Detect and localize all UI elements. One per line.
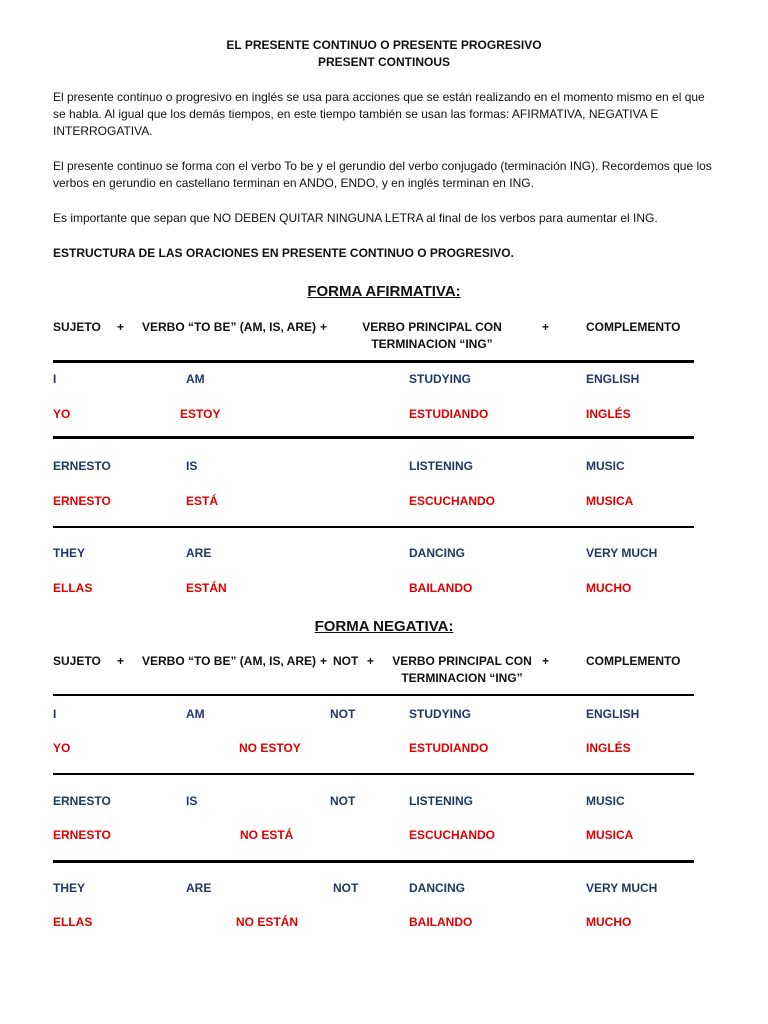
row-verb-english: ARE bbox=[186, 881, 212, 895]
intro-paragraph: El presente continuo o progresivo en inglés se usa para acciones que se están realizando en el momento mismo en el que se habla. Al igual que los demás tiempos, en este tiempo también se usan las formas: AFIRMATIVA, NEGATIVA E INTERROGATIVA. bbox=[53, 90, 705, 138]
table-divider bbox=[53, 694, 694, 696]
row-complement-spanish: INGLÉS bbox=[586, 407, 631, 421]
row-complement-spanish: INGLÉS bbox=[586, 741, 631, 755]
table-divider bbox=[53, 860, 694, 863]
important-note-paragraph: Es importante que sepan que NO DEBEN QUITAR NINGUNA LETRA al final de los verbos para aumentar el ING. bbox=[53, 211, 658, 225]
row-main-verb-english: DANCING bbox=[409, 546, 465, 560]
table-divider bbox=[53, 526, 694, 528]
header-plus: + bbox=[542, 654, 550, 668]
header-main-verb: VERBO PRINCIPAL CON bbox=[392, 654, 532, 668]
table-divider bbox=[53, 436, 694, 439]
row-main-verb-spanish: ESTUDIANDO bbox=[409, 407, 489, 421]
row-main-verb-english: DANCING bbox=[409, 881, 465, 895]
structure-paragraph: ESTRUCTURA DE LAS ORACIONES EN PRESENTE CONTINUO O PROGRESIVO. bbox=[53, 246, 514, 260]
row-not-english: NOT bbox=[330, 794, 356, 808]
header-main-verb: VERBO PRINCIPAL CON bbox=[362, 320, 502, 334]
header-verb-to-be: VERBO “TO BE” (AM, IS, ARE) bbox=[142, 320, 317, 334]
row-verb-english: ARE bbox=[186, 546, 212, 560]
row-verb-spanish: NO ESTOY bbox=[239, 741, 301, 755]
row-main-verb-english: STUDYING bbox=[409, 707, 472, 721]
formation-paragraph: El presente continuo se forma con el verbo To be y el gerundio del verbo conjugado (terminación ING). Recordemos que los verbos en gerundio en castellano terminan en ANDO, ENDO, y en inglés terminan en ING. bbox=[53, 159, 712, 190]
header-plus: + bbox=[542, 320, 550, 334]
row-complement-english: VERY MUCH bbox=[586, 546, 658, 560]
row-subject-spanish: ERNESTO bbox=[53, 494, 111, 508]
header-plus: + bbox=[320, 654, 328, 668]
header-complement: COMPLEMENTO bbox=[586, 320, 681, 334]
document-title: EL PRESENTE CONTINUO O PRESENTE PROGRESIVO bbox=[226, 38, 542, 52]
row-complement-spanish: MUCHO bbox=[586, 915, 632, 929]
row-main-verb-spanish: ESTUDIANDO bbox=[409, 741, 489, 755]
row-subject-english: I bbox=[53, 707, 57, 721]
row-verb-spanish: ESTÁ bbox=[186, 494, 219, 508]
row-verb-spanish: ESTOY bbox=[180, 407, 221, 421]
negative-heading: FORMA NEGATIVA: bbox=[314, 618, 454, 635]
row-main-verb-spanish: ESCUCHANDO bbox=[409, 828, 496, 842]
header-not: NOT bbox=[333, 654, 359, 668]
row-verb-english: IS bbox=[186, 459, 198, 473]
row-not-english: NOT bbox=[333, 881, 359, 895]
header-complement: COMPLEMENTO bbox=[586, 654, 681, 668]
row-subject-spanish: ELLAS bbox=[53, 915, 93, 929]
row-verb-spanish: NO ESTÁN bbox=[236, 915, 299, 929]
row-main-verb-english: LISTENING bbox=[409, 459, 474, 473]
row-verb-english: IS bbox=[186, 794, 198, 808]
row-main-verb-spanish: BAILANDO bbox=[409, 581, 473, 595]
row-subject-spanish: YO bbox=[53, 407, 71, 421]
document-subtitle: PRESENT CONTINOUS bbox=[317, 55, 450, 69]
header-plus: + bbox=[117, 320, 125, 334]
row-subject-spanish: ERNESTO bbox=[53, 828, 111, 842]
header-plus: + bbox=[117, 654, 125, 668]
row-verb-spanish: ESTÁN bbox=[186, 581, 227, 595]
header-plus: + bbox=[367, 654, 375, 668]
row-subject-english: THEY bbox=[53, 881, 86, 895]
row-complement-english: MUSIC bbox=[586, 794, 625, 808]
header-verb-to-be: VERBO “TO BE” (AM, IS, ARE) bbox=[142, 654, 317, 668]
row-subject-spanish: ELLAS bbox=[53, 581, 93, 595]
header-main-verb-ending: TERMINACION “ING” bbox=[401, 671, 523, 685]
table-divider bbox=[53, 773, 694, 775]
row-complement-spanish: MUSICA bbox=[586, 828, 634, 842]
row-complement-spanish: MUCHO bbox=[586, 581, 632, 595]
row-subject-spanish: YO bbox=[53, 741, 71, 755]
row-complement-english: ENGLISH bbox=[586, 372, 640, 386]
header-main-verb-ending: TERMINACION “ING” bbox=[371, 337, 493, 351]
row-subject-english: ERNESTO bbox=[53, 794, 111, 808]
row-subject-english: THEY bbox=[53, 546, 86, 560]
row-main-verb-english: LISTENING bbox=[409, 794, 474, 808]
row-verb-english: AM bbox=[186, 372, 205, 386]
row-not-english: NOT bbox=[330, 707, 356, 721]
row-complement-english: MUSIC bbox=[586, 459, 625, 473]
row-complement-english: VERY MUCH bbox=[586, 881, 658, 895]
header-subject: SUJETO bbox=[53, 654, 101, 668]
row-verb-spanish: NO ESTÁ bbox=[240, 828, 294, 842]
table-divider bbox=[53, 360, 694, 363]
header-plus: + bbox=[320, 320, 328, 334]
row-main-verb-spanish: ESCUCHANDO bbox=[409, 494, 496, 508]
row-subject-english: I bbox=[53, 372, 57, 386]
header-subject: SUJETO bbox=[53, 320, 101, 334]
row-complement-spanish: MUSICA bbox=[586, 494, 634, 508]
row-main-verb-spanish: BAILANDO bbox=[409, 915, 473, 929]
row-main-verb-english: STUDYING bbox=[409, 372, 472, 386]
row-verb-english: AM bbox=[186, 707, 205, 721]
affirmative-heading: FORMA AFIRMATIVA: bbox=[307, 283, 461, 300]
row-subject-english: ERNESTO bbox=[53, 459, 111, 473]
row-complement-english: ENGLISH bbox=[586, 707, 640, 721]
